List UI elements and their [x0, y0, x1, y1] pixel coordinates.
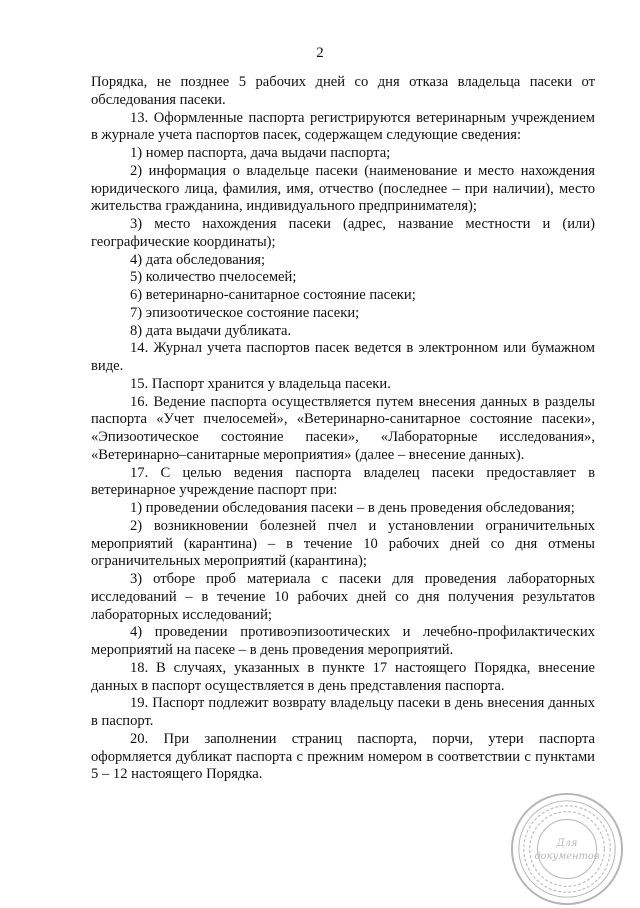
list-item: 3) отборе проб материала с пасеки для проведения лабораторных исследований – в течение 10 рабочих дней со дня получения результатов лабораторных исследований; [91, 571, 595, 623]
list-item: 2) информация о владельце пасеки (наименование и место нахождения юридического лица, фамилия, имя, отчество (последнее – при наличии), место жительства гражданина, индивидуального предпринимателя); [91, 162, 595, 215]
paragraph-item-15: 15. Паспорт хранится у владельца пасеки. [130, 375, 391, 392]
list-item: 3) место нахождения пасеки (адрес, название местности и (или) географические координаты); [91, 216, 595, 250]
list-item: 4) проведении противоэпизоотических и лечебно-профилактических мероприятий на пасеке – в день проведения мероприятий. [91, 624, 595, 658]
paragraph-item-19: 19. Паспорт подлежит возврату владельцу пасеки в день внесения данных в паспорт. [91, 695, 595, 729]
list-item: 1) номер паспорта, дача выдачи паспорта; [130, 145, 391, 161]
document-body [91, 74, 595, 784]
list-item: 6) ветеринарно-санитарное состояние пасеки; [130, 287, 416, 303]
paragraph-item-14: 14. Журнал учета паспортов пасек ведется в электронном или бумажном виде. [91, 340, 595, 374]
paragraph-item-20: 20. При заполнении страниц паспорта, порчи, утери паспорта оформляется дубликат паспорта с прежним номером в соответствии с пунктами 5 – 12 настоящего Порядка. [91, 730, 595, 783]
list-item: 4) дата обследования; [130, 251, 266, 268]
list-item: 2) возникновении болезней пчел и установлении ограничительных мероприятий (карантина) – в течение 10 рабочих дней со дня отмены ограничительных мероприятий (карантина); [91, 517, 595, 570]
list-item: 7) эпизоотическое состояние пасеки; [130, 304, 360, 321]
paragraph-item-18: 18. В случаях, указанных в пункте 17 настоящего Порядка, внесение данных в паспорт осуществляется в день представления паспорта. [91, 659, 595, 694]
page-number: 2 [316, 45, 324, 61]
list-item: 8) дата выдачи дубликата. [130, 322, 292, 339]
list-item: 5) количество пчелосемей; [130, 269, 297, 286]
paragraph-continuation: Порядка, не позднее 5 рабочих дней со дня отказа владельца пасеки от обследования пасеки. [91, 74, 595, 108]
paragraph-item-16: 16. Ведение паспорта осуществляется путем внесения данных в разделы паспорта «Учет пчелосемей», «Ветеринарно-санитарное состояние пасеки», «Эпизоотическое состояние пасеки», «Лабораторные исследования», «Ветеринарно–санитарные мероприятия» (далее – внесение данных). [91, 393, 595, 463]
list-item: 1) проведении обследования пасеки – в день проведения обследования; [130, 500, 575, 516]
paragraph-item-13: 13. Оформленные паспорта регистрируются ветеринарным учреждением в журнале учета паспортов пасек, содержащем следующие сведения: [91, 109, 595, 144]
document-stamp [508, 790, 626, 908]
stamp-text-line-1: Для [556, 838, 578, 850]
stamp-text-line-2: документов [534, 850, 600, 862]
paragraph-item-17: 17. С целью ведения паспорта владелец пасеки предоставляет в ветеринарное учреждение паспорт при: [91, 464, 595, 499]
